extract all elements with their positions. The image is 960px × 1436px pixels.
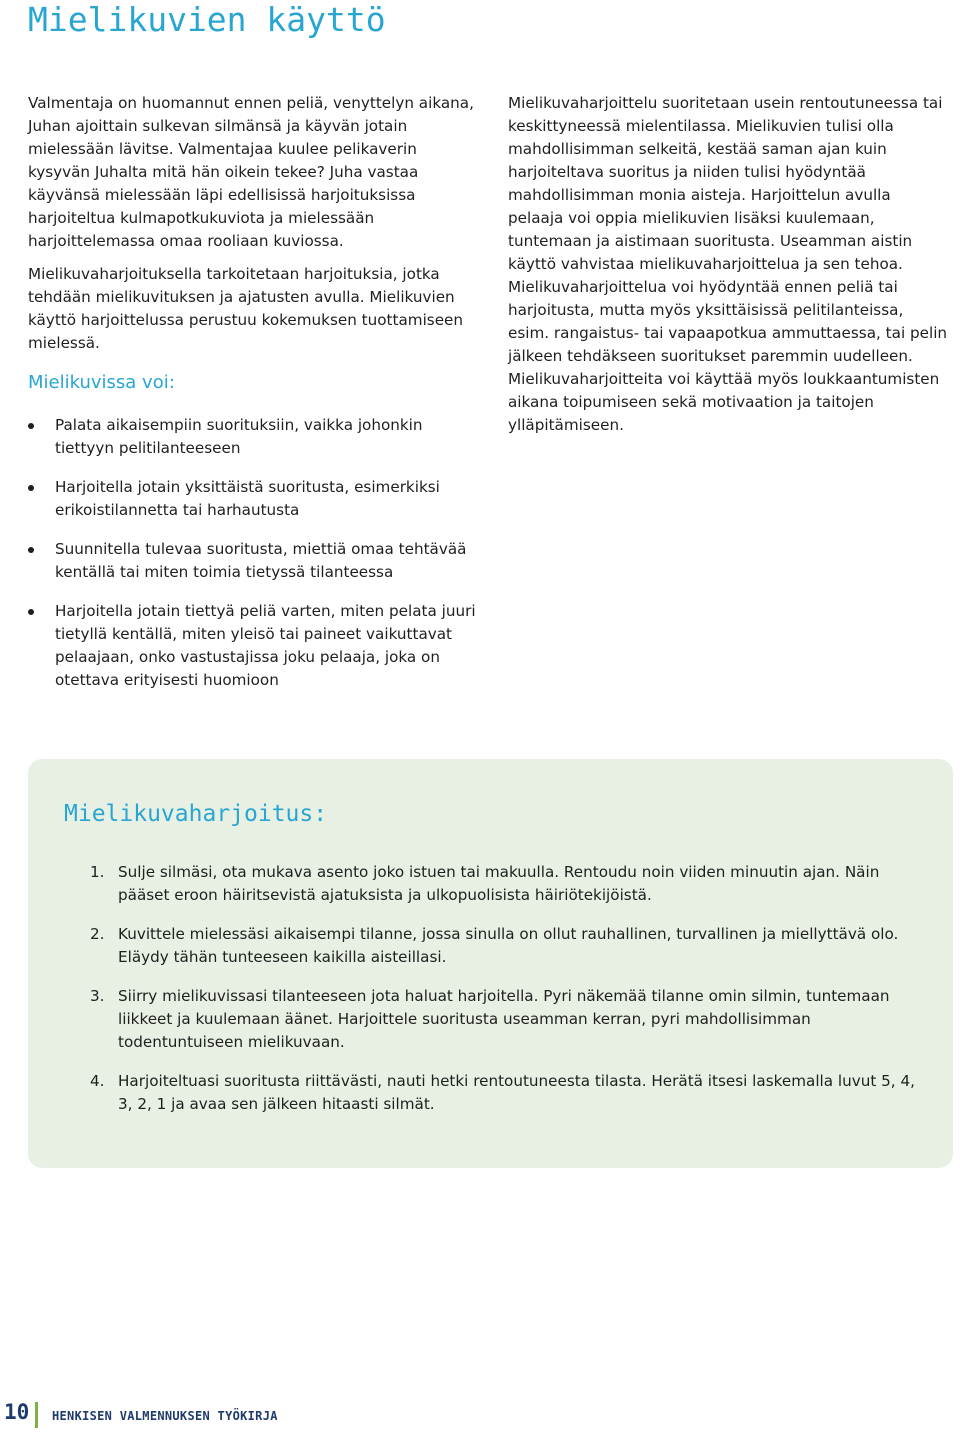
intro-paragraph: Valmentaja on huomannut ennen peliä, venyttelyn aikana, Juhan ajoittain sulkevan silmänsä ja käyvän jotain mielessään lävitse. Valmentajaa kuulee pelikaverin kysyvän Juhalta mitä hän oikein tekee? Juha vastaa käyvänsä mielessään läpi edellisissä harjoituksissa harjoiteltua kulmapotkukuviota ja mielessään harjoittelemassa omaa rooliaan kuviossa. bbox=[28, 94, 474, 250]
list-item bbox=[28, 476, 478, 522]
exercise-step bbox=[90, 1070, 916, 1116]
bullet-list bbox=[28, 414, 478, 692]
exercise-box bbox=[28, 759, 953, 1168]
step-text: Siirry mielikuvissasi tilanteeseen jota haluat harjoitella. Pyri näkemää tilanne omin silmin, tuntemaan liikkeet ja kuulemaan äänet. Harjoittele suoritusta useamman kerran, pyri mahdollisimman todentuntuiseen mielikuvaan. bbox=[118, 987, 890, 1051]
right-column bbox=[508, 92, 948, 447]
step-number: 2. bbox=[90, 925, 105, 943]
practice-paragraph: Mielikuvaharjoittelu suoritetaan usein rentoutuneessa tai keskittyneessä mielentilassa. Mielikuvien tulisi olla mahdollisimman selkeitä, kestää saman ajan kuin harjoiteltava suoritus ja niiden tulisi hyödyntää mahdollisimman monia aisteja. Harjoittelun avulla pelaaja voi oppia mielikuvien lisäksi kuulemaan, tuntemaan ja aistimaan suoritusta. Useamman aistin käyttö vahvistaa mielikuvaharjoittelua ja sen tehoa. Mielikuvaharjoittelua voi hyödyntää ennen peliä tai harjoitusta, mutta myös yksittäisissä pelitilanteissa, esim. rangaistus- tai vapaapotkua ammuttaessa, tai pelin jälkeen tehdäkseen suoritukset paremmin uudelleen. Mielikuvaharjoitteita voi käyttää myös loukkaantumisten aikana toipumiseen sekä motivaation ja taitojen ylläpitämiseen. bbox=[508, 94, 948, 434]
footer-divider bbox=[35, 1402, 38, 1428]
bullet-dot-icon bbox=[28, 609, 34, 615]
exercise-title: Mielikuvaharjoitus: bbox=[64, 801, 328, 827]
exercise-step bbox=[90, 923, 916, 969]
exercise-step bbox=[90, 861, 916, 907]
bullet-text: Harjoitella jotain tiettyä peliä varten, miten pelata juuri tietyllä kentällä, miten yleisö tai paineet vaikuttavat pelaajaan, onko vastustajissa joku pelaaja, joka on otettava erityisesti huomioon bbox=[55, 602, 476, 689]
footer-book-title: HENKISEN VALMENNUKSEN TYÖKIRJA bbox=[52, 1409, 278, 1423]
step-text: Kuvittele mielessäsi aikaisempi tilanne, jossa sinulla on ollut rauhallinen, turvallinen ja miellyttävä olo. Eläydy tähän tunteeseen kaikilla aisteillasi. bbox=[118, 925, 899, 966]
bullet-text: Suunnitella tulevaa suoritusta, miettiä omaa tehtävää kentällä tai miten toimia tietyssä tilanteessa bbox=[55, 540, 467, 581]
definition-paragraph: Mielikuvaharjoituksella tarkoitetaan harjoituksia, jotka tehdään mielikuvituksen ja ajatusten avulla. Mielikuvien käyttö harjoittelussa perustuu kokemuksen tuottamiseen mielessä. bbox=[28, 265, 464, 352]
left-column bbox=[28, 92, 478, 708]
page-number: 10 bbox=[4, 1400, 30, 1424]
step-number: 3. bbox=[90, 987, 105, 1005]
bullet-dot-icon bbox=[28, 485, 34, 491]
step-text: Harjoiteltuasi suoritusta riittävästi, nauti hetki rentoutuneesta tilasta. Herätä itsesi laskemalla luvut 5, 4, 3, 2, 1 ja avaa sen jälkeen hitaasti silmät. bbox=[118, 1072, 915, 1113]
list-item bbox=[28, 414, 478, 460]
bullet-text: Harjoitella jotain yksittäistä suoritusta, esimerkiksi erikoistilannetta tai harhautusta bbox=[55, 478, 440, 519]
bullet-text: Palata aikaisempiin suorituksiin, vaikka johonkin tiettyyn pelitilanteeseen bbox=[55, 416, 423, 457]
step-text: Sulje silmäsi, ota mukava asento joko istuen tai makuulla. Rentoudu noin viiden minuutin ajan. Näin pääset eroon häiritsevistä ajatuksista ja ulkopuolisista häiriötekijöistä. bbox=[118, 863, 880, 904]
step-number: 4. bbox=[90, 1072, 105, 1090]
exercise-step bbox=[90, 985, 916, 1054]
bullets-subheading: Mielikuvissa voi: bbox=[28, 372, 175, 393]
page-title: Mielikuvien käyttö bbox=[28, 0, 386, 39]
bullet-dot-icon bbox=[28, 423, 34, 429]
exercise-steps bbox=[90, 861, 916, 1132]
list-item bbox=[28, 538, 478, 584]
list-item bbox=[28, 600, 478, 692]
page-footer bbox=[0, 1396, 960, 1436]
step-number: 1. bbox=[90, 863, 105, 881]
bullet-dot-icon bbox=[28, 547, 34, 553]
